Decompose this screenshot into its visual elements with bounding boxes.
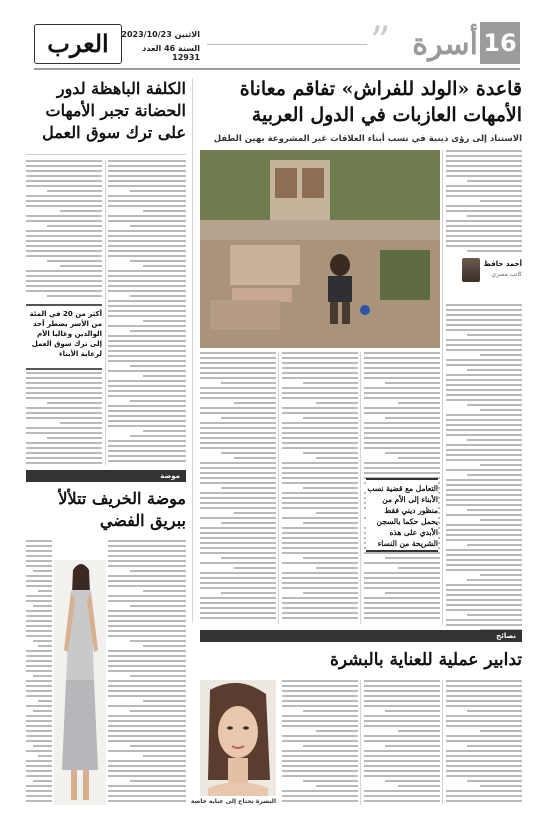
side-text-column-left-bottom: [26, 372, 102, 465]
author-block: [462, 258, 522, 298]
quote-mark-icon: ”: [370, 19, 391, 65]
main-column-divider-3: [278, 352, 279, 624]
main-photo: [200, 150, 440, 348]
beauty-text-column-1: [446, 680, 522, 805]
main-subtitle: الاستناد إلى رؤى دينية في نسب أبناء العلاقات غير المشروعة يهين الطفل: [213, 134, 522, 144]
header-date: الاثنين 2023/10/23: [121, 30, 200, 39]
fashion-section-bar: [26, 470, 186, 482]
side-text-column-right: [108, 160, 186, 465]
author-role: كاتب مصري: [491, 271, 522, 278]
main-photo-graphic: [200, 150, 440, 348]
beauty-text-column-2: [364, 680, 440, 805]
fashion-model-graphic: [54, 560, 106, 805]
side-text-column-left-top: [26, 160, 102, 300]
main-text-column-3: [282, 352, 358, 624]
side-kicker-text: أكثر من 20 في المئة من الأسر يضطر أحد الوالدين وغالبا الأم إلى ترك سوق العمل لرعاية الأبناء: [29, 310, 102, 358]
main-intro-text: [446, 150, 522, 254]
section-title: أسرة: [412, 27, 478, 62]
beauty-column-divider-1: [442, 680, 443, 805]
page-header: [0, 0, 550, 72]
newspaper-logo: [34, 24, 122, 64]
logo-text: العرب: [47, 29, 109, 58]
side-column-divider: [105, 160, 106, 465]
beauty-text-column-3: [282, 680, 358, 805]
page-number-box: [480, 22, 520, 64]
pull-quote: [366, 478, 438, 552]
fashion-section-label: موضة: [160, 472, 180, 480]
author-avatar: [462, 258, 480, 282]
beauty-headline: تدابير عملية للعناية بالبشرة: [329, 650, 522, 670]
pull-quote-text: التعامل مع قضية نسب الأبناء إلى الأم من منظور ديني فقط يحمل حكما بالسجن الأبدي على هذه الشريحة من النساء: [367, 484, 438, 548]
main-column-divider-2: [360, 352, 361, 624]
fashion-headline: موضة الخريف تتلألأ ببريق الفضي: [58, 489, 186, 530]
fashion-photo: [54, 560, 106, 805]
main-headline-line2: الأمهات العازبات في الدول العربية: [251, 104, 522, 126]
beauty-column-divider-2: [360, 680, 361, 805]
header-divider-line: [207, 44, 367, 45]
header-issue: السنة 46 العدد 12931: [142, 44, 200, 62]
main-column-divider-1: [442, 150, 443, 625]
page-number: 16: [483, 29, 517, 57]
side-headline-rule: [26, 154, 186, 155]
side-headline: الكلفة الباهظة لدور الحضانة تجبر الأمهات على ترك سوق العمل: [42, 79, 186, 142]
side-kicker-box: [26, 304, 102, 370]
header-rule: [34, 68, 520, 70]
fashion-text-column-right: [108, 540, 186, 805]
author-name: أحمد حافظ: [483, 260, 522, 268]
fashion-text-column-left: [26, 540, 52, 805]
side-main-divider: [192, 78, 193, 623]
beauty-section-bar: [200, 630, 522, 642]
main-headline-line1: قاعدة «الولد للفراش» تفاقم معاناة: [239, 78, 522, 100]
beauty-face-graphic: [200, 680, 276, 796]
main-text-column-4: [200, 352, 276, 624]
main-text-column-1: [446, 304, 522, 634]
beauty-photo: [200, 680, 276, 796]
beauty-section-label: نصائح: [496, 632, 516, 640]
beauty-photo-caption: البشرة تحتاج إلى عناية خاصة: [190, 798, 276, 805]
